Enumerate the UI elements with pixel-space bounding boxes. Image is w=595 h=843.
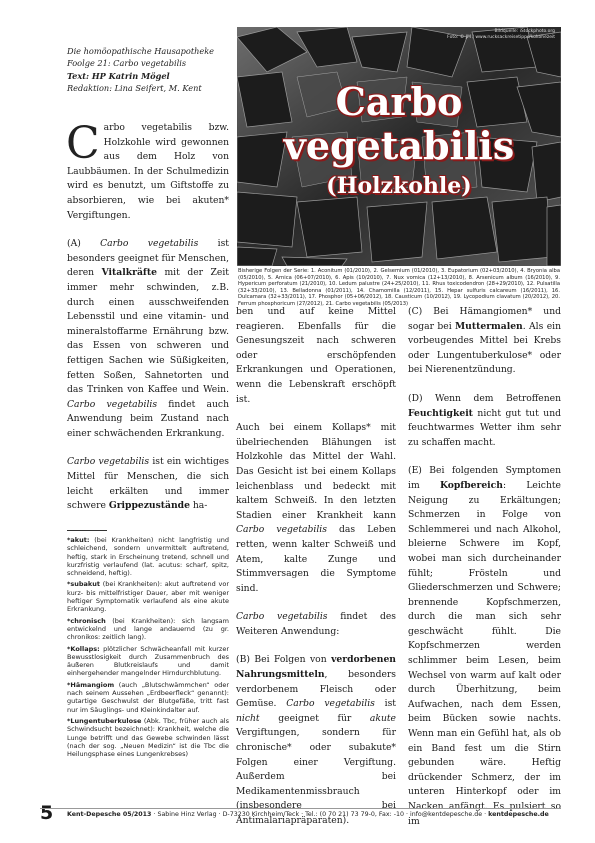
page-number: 5: [40, 802, 54, 824]
publication-issue: Kent-Depesche 05/2013: [67, 811, 152, 818]
paragraph-d: (D) Wenn dem Betroffenen Feuchtigkeit nicht gut tut und feuchtwarmes Wetter ihm sehr zu schaffen macht.: [408, 392, 561, 448]
intro-text: arbo vegetabilis bzw. Holzkohle wird gewonnen aus dem Holz von Laubbäumen. In der Schulmedizin wird es benutzt, um Giftstoffe zu absorbieren, wie bei akuten* Vergiftungen.: [67, 122, 229, 221]
glossary: [67, 536, 229, 761]
footer-text: [67, 811, 567, 818]
intro-paragraph: [66, 118, 229, 223]
glossary-item: *Kollaps: plötzlicher Schwächeanfall mit kurzer Bewusstlosigkeit durch Zusammenbruch des äußeren Blutkreislaufs und damit einhergehender mangelnder Hirndurchblutung.: [67, 644, 229, 678]
charcoal-photo: [237, 27, 561, 266]
paragraph-a-cont: Carbo vegetabilis ist ein wichtiges Mittel für Menschen, die sich leicht erkälten und immer schwere Grippezustände ha-: [67, 456, 229, 512]
website-link[interactable]: kentdepesche.de: [488, 811, 549, 818]
episode-title: Foolge 21: Carbo vegetabilis: [67, 58, 187, 69]
article-kicker: [67, 45, 237, 94]
glossary-item: *akut: (bei Krankheiten) nicht langfristig und schleichend, sondern unvermittelt auftretend, heftig, stark in Erscheinung tretend, schnell und kurzfristig verlaufend (lat. acutus: scharf, spitz, schneidend, heftig).: [67, 536, 229, 578]
photo-credit-line1: Bildquelle: iStockphoto.org: [494, 29, 555, 34]
paragraph-b: (B) Bei Folgen von verdorbenen Nahrungsmitteln, besonders verdorbenem Fleisch oder Gemüse. Carbo vegetabilis ist nicht geeignet für akute Vergiftungen, sondern für chronische* oder subakute* Folgen einer Vergiftung. Außerdem bei Medikamentenmissbrauch (insbesondere bei Antimalariapräparaten).: [236, 654, 396, 826]
paragraph-c: (C) Bei Hämangiomen* und sogar bei Muttermalen. Als ein vorbeugendes Mittel bei Krebs oder Lungentuberkulose* oder bei Nierenentzündung.: [408, 306, 561, 376]
series-caption: Bisherige Folgen der Serie: 1. Aconitum (01/2010), 2. Gelsemium (01/2010), 3. Eupatorium (02+03/2010), 4. Bryonia alba (05/2010), 5. Arnica (06+07/2010), 6. Apis (10/2010), 7. Nux vomica (12+13/2010), 8. Arsenicum album (16/2010), 9. Hypericum perforatum (21/2010), 10. Ledum palustre (24+25/2010), 11. Rhus toxicodendron (28+29/2010), 12. Pulsatilla (32+33/2010), 13. Belladonna (01/2011), 14. Chamomilla (12/2011), 15. Hepar sulfuris calcareum (16/2011), 16. Dulcamara (32+33/2011), 17. Phosphor (05+06/2012), 18. Causticum (10/2012), 19. Lycopodium clavatum (20/2012), 20. Ferrum phosphoricum (27/2012), 21. Carbo vegetabilis (05/2013): [238, 268, 560, 307]
paragraph-recovery: ben und auf keine Mittel reagieren. Ebenfalls für die Genesungszeit nach schweren oder erschöpfenden Erkrankungen und Operationen, wenn die Lebenskraft erschöpft ist.: [236, 306, 396, 405]
glossary-item: *chronisch (bei Krankheiten): sich langsam entwickelnd und lange andauernd (zu gr. chronikos: zeitlich lang).: [67, 616, 229, 642]
paragraph-a: (A) Carbo vegetabilis ist besonders geeignet für Menschen, deren Vitalkräfte mit der Zeit immer mehr schwinden, z.B. durch einen ausschweifenden Lebensstil und eine vitamin- und mineralstoffarme Ernährung bzw. das Essen von schweren und fettigen Sachen wie Süßigkeiten, fetten Soßen, Sahnetorten und das Trinken von Kaffee und Wein. Carbo vegetabilis findet auch Anwendung beim Zustand nach einer schwächenden Erkrankung.: [67, 238, 229, 439]
column-3: [408, 305, 561, 843]
glossary-item: *Lungentuberkulose (Abk. Tbc, früher auch als Schwindsucht bezeichnet): Krankheit, welche die Lunge betrifft und das Gewebe schwinden lässt (nach der sog. „Neuen Medizin“ ist die Tbc die Heilungsphase eines Lungenkrebses): [67, 716, 229, 759]
editor-credit: Redaktion: Lina Seifert, M. Kent: [67, 82, 202, 93]
title-line3: (Holzkohle): [326, 173, 472, 199]
glossary-item: *Hämangiom (auch „Blutschwämmchen“ oder nach seinem Aussehen „Erdbeerfleck“ genannt): gutartige Geschwulst der Blutgefäße, tritt fast nur im Säuglings- und Kleinkindalter auf.: [67, 680, 229, 714]
photo-credit: [447, 29, 555, 40]
column-2: [236, 305, 396, 843]
title-line2: vegetabilis: [283, 123, 515, 168]
title-line1: Carbo: [335, 79, 463, 124]
paragraph-further-use: Carbo vegetabilis findet des Weiteren Anwendung:: [236, 611, 396, 637]
paragraph-e: (E) Bei folgenden Symptomen im Kopfbereich: Leichte Neigung zu Erkältungen; Schmerzen in Folge von Schlemmerei und nach Alkohol, bleierne Schwere im Kopf, wobei man sich durcheinander fühlt; Frösteln und Gliederschmerzen und Schwere; brennende Kopfschmerzen, durch die man sich sehr geschwächt fühlt. Die Kopfschmerzen werden schlimmer beim Lesen, beim Wechsel von warm auf kalt oder durch Überhitzung, beim Aufwachen, nach dem Essen, beim Bücken sowie nachts. Wenn man ein Gefühl hat, als ob ein Band fest um die Stirn gebunden wäre. Heftig drückender Schmerz, der im unteren Hinterkopf oder im Nacken anfängt. Es pulsiert so im: [408, 465, 561, 827]
series-title: Die homöopathische Hausapotheke: [67, 46, 215, 56]
glossary-divider: [67, 530, 107, 531]
photo-credit-line2: Foto: © JM / www.rucksackreisetipps/kokohezeit: [447, 34, 555, 40]
glossary-item: *subakut (bei Krankheiten): akut auftretend vor kurz- bis mittelfristiger Dauer, aber mit weniger heftiger Symptomatik verlaufend als eine akute Erkrankung.: [67, 580, 229, 614]
drop-cap: C: [66, 118, 100, 169]
author-credit: Text: HP Katrin Mögel: [67, 70, 170, 81]
column-1: [66, 118, 229, 528]
paragraph-collapse: Auch bei einem Kollaps* mit übelriechenden Blähungen ist Holzkohle das Mittel der Wahl. Das Gesicht ist bei einem Kollaps leichenblass und bedeckt mit kaltem Schweiß. In den letzten Stadien einer Krankheit kann Carbo vegetabilis das Leben retten, wenn kalter Schweiß und Atem, kalte Zunge und Stimmversagen die Symptome sind.: [236, 422, 396, 594]
publisher-contact: · Sabine Hinz Verlag · D-73230 Kirchheim/Teck · Tel.: (0 70 21) 73 79-0, Fax: -10 · info@kentdepesche.de ·: [151, 811, 489, 818]
